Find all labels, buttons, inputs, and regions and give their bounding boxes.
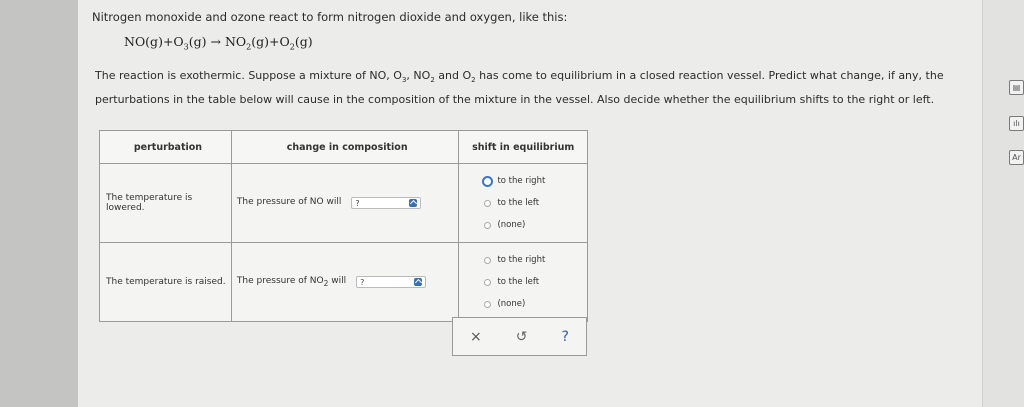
radio-option-right[interactable]: to the right — [460, 249, 586, 271]
change-cell — [231, 164, 459, 243]
change-cell — [231, 243, 459, 322]
periodic-table-icon[interactable]: Ar — [1009, 150, 1024, 165]
table-row — [100, 164, 588, 243]
radio-icon[interactable] — [484, 279, 491, 286]
radio-icon[interactable] — [484, 257, 491, 264]
table-row — [100, 243, 588, 322]
undo-button[interactable]: ↺ — [515, 328, 528, 345]
help-button[interactable]: ? — [561, 328, 569, 345]
chemical-equation: $NO(g)+O_3(g) \to NO_2(g)+O_2(g)$ — [124, 34, 313, 52]
dropdown-arrow-icon — [414, 278, 422, 286]
dropdown-value: ? — [360, 277, 365, 287]
shift-cell — [459, 243, 588, 322]
radio-option-none[interactable]: (none) — [460, 214, 586, 236]
dropdown-arrow-icon — [409, 199, 417, 207]
radio-option-none[interactable]: (none) — [460, 293, 586, 315]
table-header-row — [100, 131, 588, 164]
calculator-icon[interactable]: ▤ — [1009, 80, 1024, 95]
header-shift: shift in equilibrium — [459, 131, 588, 164]
clear-button[interactable]: × — [470, 328, 482, 345]
question-panel — [78, 0, 982, 407]
intro-text: Nitrogen monoxide and ozone react to form nitrogen dioxide and oxygen, like this: — [92, 10, 568, 24]
change-label: The pressure of NO will — [236, 197, 342, 208]
reaction-arrow-icon: → — [210, 34, 221, 49]
perturbation-cell: The temperature is raised. — [100, 243, 232, 322]
header-perturbation: perturbation — [100, 131, 232, 164]
radio-icon[interactable] — [484, 222, 491, 229]
left-background — [0, 0, 78, 407]
right-toolbar — [982, 0, 1024, 407]
change-label: The pressure of $NO_2$ will — [236, 276, 347, 288]
dropdown-value: ? — [355, 198, 360, 208]
radio-option-right[interactable]: to the right — [460, 170, 586, 192]
perturbation-cell: The temperature is lowered. — [100, 164, 232, 243]
radio-option-left[interactable]: to the left — [460, 192, 586, 214]
data-chart-icon[interactable]: ılı — [1009, 116, 1024, 131]
header-change: change in composition — [231, 131, 459, 164]
answer-action-bar — [452, 317, 587, 356]
radio-icon[interactable] — [484, 200, 491, 207]
change-dropdown[interactable] — [351, 197, 421, 209]
radio-icon[interactable] — [482, 176, 493, 187]
instructions-paragraph: The reaction is exothermic. Suppose a mixture of NO, $O_3$, $NO_2$ and $O_2$ has come to equilibrium in a closed reaction vessel. Predict what change, if any, the perturbations in the table below will cause in the composition of the mixture in the vessel. Also decide whether the equilibrium shifts to the right or left. — [95, 69, 944, 107]
shift-cell — [459, 164, 588, 243]
radio-option-left[interactable]: to the left — [460, 271, 586, 293]
change-dropdown[interactable] — [356, 276, 426, 288]
perturbation-table — [99, 130, 588, 322]
radio-icon[interactable] — [484, 301, 491, 308]
